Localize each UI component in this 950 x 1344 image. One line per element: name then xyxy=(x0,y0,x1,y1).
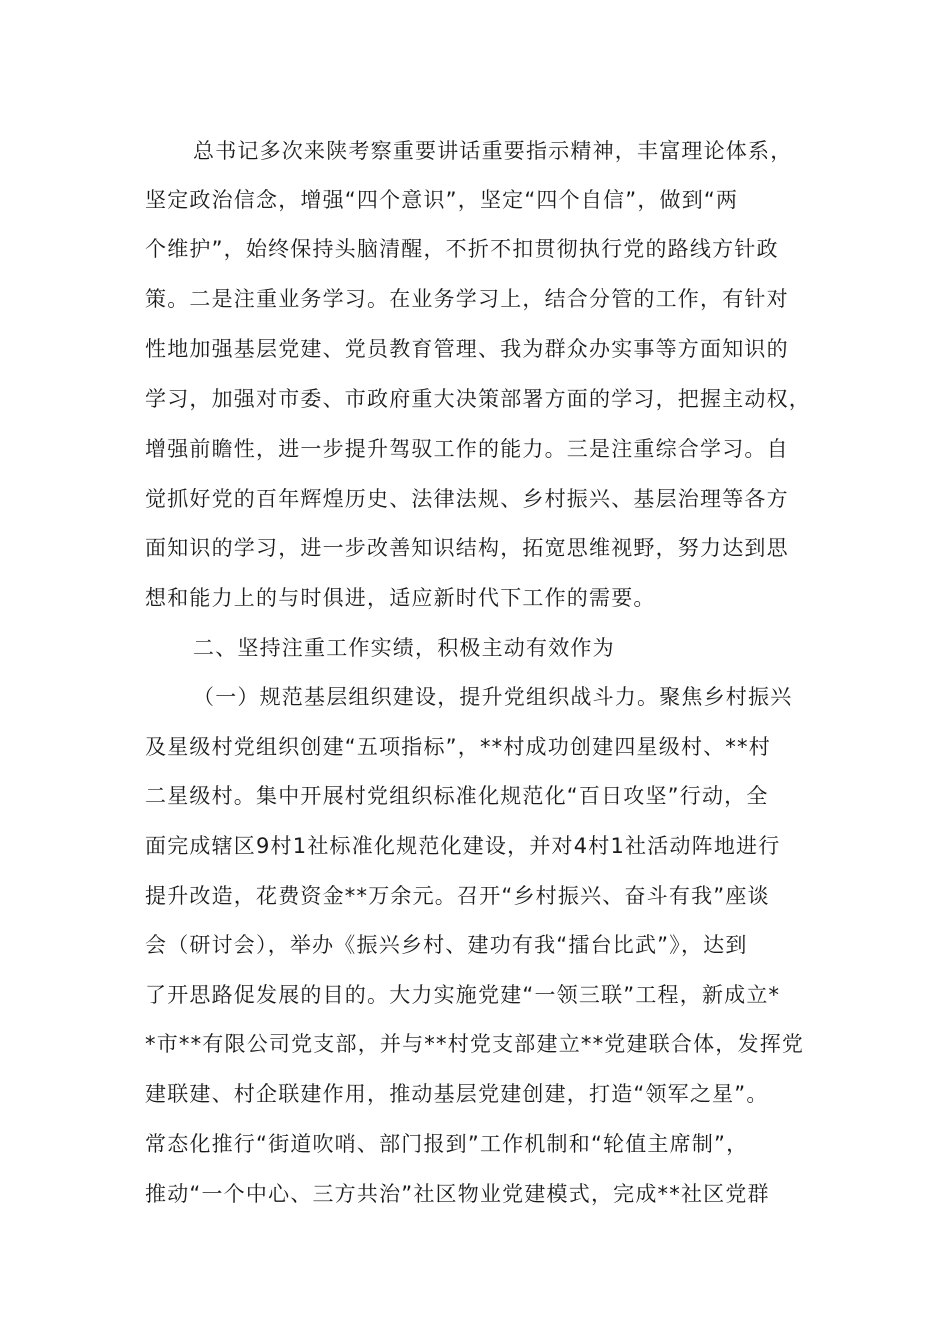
paragraph-line: 面完成辖区9村1社标准化规范化建设，并对4村1社活动阵地进行 xyxy=(145,834,781,858)
paragraph-line: 了开思路促发展的目的。大力实施党建“一领三联”工程，新成立* xyxy=(145,983,781,1007)
paragraph-line: 提升改造，花费资金**万余元。召开“乡村振兴、奋斗有我”座谈 xyxy=(145,884,770,908)
paragraph-line: 想和能力上的与时俱进，适应新时代下工作的需要。 xyxy=(145,586,656,610)
subsection-line: （一）规范基层组织建设，提升党组织战斗力。聚焦乡村振兴 xyxy=(193,685,793,709)
paragraph-line: 常态化推行“街道吹哨、部门报到”工作机制和“轮值主席制”， xyxy=(145,1132,749,1156)
paragraph-line: 建联建、村企联建作用，推动基层党建创建，打造“领军之星”。 xyxy=(145,1082,769,1106)
paragraph-line: 总书记多次来陕考察重要讲话重要指示精神，丰富理论体系， xyxy=(193,139,793,163)
paragraph-line: 增强前瞻性，进一步提升驾驭工作的能力。三是注重综合学习。自 xyxy=(145,437,789,461)
paragraph-line: 策。二是注重业务学习。在业务学习上，结合分管的工作，有针对 xyxy=(145,287,789,311)
paragraph-line: *市**有限公司党支部，并与**村党支部建立**党建联合体，发挥党 xyxy=(145,1032,805,1056)
paragraph-line: 觉抓好党的百年辉煌历史、法律法规、乡村振兴、基层治理等各方 xyxy=(145,487,789,511)
paragraph-line: 学习，加强对市委、市政府重大决策部署方面的学习，把握主动权， xyxy=(145,387,811,411)
paragraph-line: 性地加强基层党建、党员教育管理、我为群众办实事等方面知识的 xyxy=(145,337,789,361)
paragraph-line: 会（研讨会），举办《振兴乡村、建功有我“擂台比武”》，达到 xyxy=(145,933,748,957)
section-heading: 二、坚持注重工作实绩，积极主动有效作为 xyxy=(193,636,615,660)
paragraph-line: 推动“一个中心、三方共治”社区物业党建模式，完成**社区党群 xyxy=(145,1182,770,1206)
paragraph-line: 个维护”，始终保持头脑清醒，不折不扣贯彻执行党的路线方针政 xyxy=(145,237,779,261)
paragraph-line: 二星级村。集中开展村党组织标准化规范化“百日攻坚”行动，全 xyxy=(145,784,769,808)
paragraph-line: 面知识的学习，进一步改善知识结构，拓宽思维视野，努力达到思 xyxy=(145,536,789,560)
paragraph-line: 及星级村党组织创建“五项指标”，**村成功创建四星级村、**村 xyxy=(145,735,771,759)
paragraph-line: 坚定政治信念，增强“四个意识”，坚定“四个自信”，做到“两 xyxy=(145,188,739,212)
